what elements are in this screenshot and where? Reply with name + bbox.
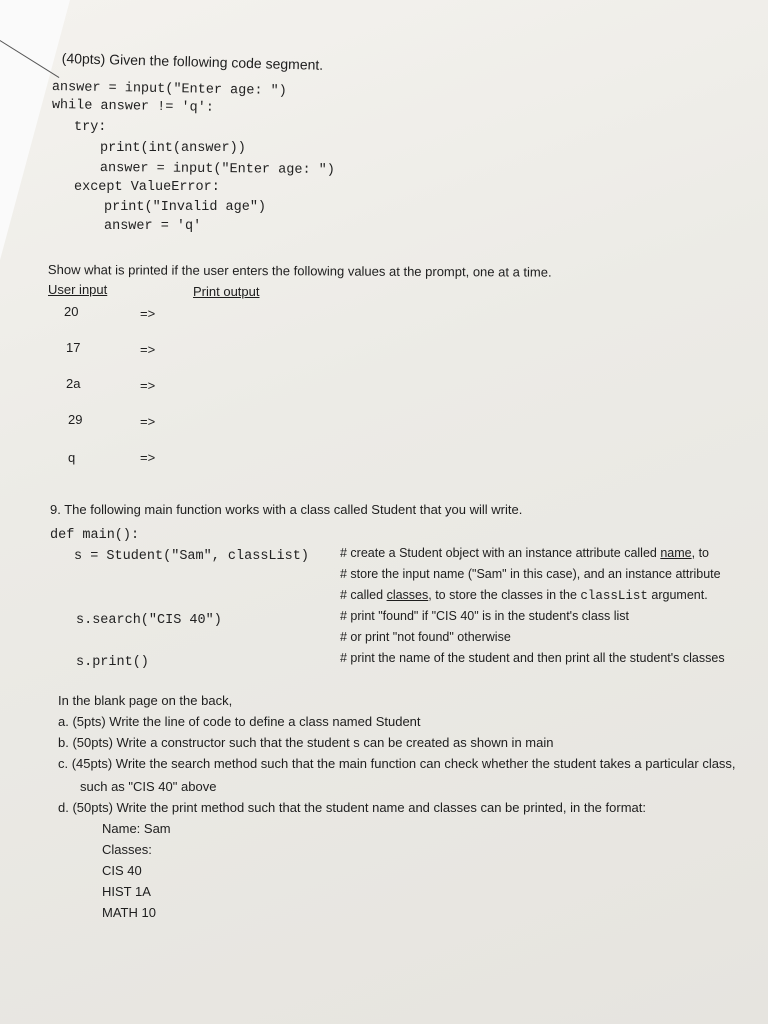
q9-title: 9. The following main function works with a class called Student that you will write. xyxy=(50,502,523,517)
comment-line-5: # or print "not found" otherwise xyxy=(340,630,511,644)
comment-1-name: name xyxy=(660,546,692,560)
input-row-3: 2a xyxy=(66,376,81,391)
input-row-2: 17 xyxy=(66,340,81,355)
q8-code-line-2: while answer != 'q': xyxy=(51,98,215,116)
arrow-row-3: => xyxy=(140,378,156,393)
paper-corner xyxy=(0,0,70,260)
part-c: c. (45pts) Write the search method such that the main function can check whether the student takes a particular class, xyxy=(58,756,736,771)
col-user-input: User input xyxy=(48,282,108,297)
q8-code-line-5: answer = input("Enter age: ") xyxy=(99,161,335,179)
format-line-3: CIS 40 xyxy=(102,863,142,878)
q8-code-line-8: answer = 'q' xyxy=(104,219,202,234)
format-line-2: Classes: xyxy=(102,842,152,857)
comment-1-pre: # create a Student object with an instance attribute called xyxy=(340,546,661,560)
part-a: a. (5pts) Write the line of code to define a class named Student xyxy=(58,714,421,729)
input-row-4: 29 xyxy=(68,412,83,427)
comment-line-3 xyxy=(340,588,708,603)
q9-code-search: s.search("CIS 40") xyxy=(76,613,222,628)
q9-code-create: s = Student("Sam", classList) xyxy=(74,549,309,564)
input-row-5: q xyxy=(68,450,76,465)
part-d: d. (50pts) Write the print method such that the student name and classes can be printed, in the format: xyxy=(58,800,646,815)
q8-code-line-1: answer = input("Enter age: ") xyxy=(51,80,287,100)
comment-3-mid: , to store the classes in the xyxy=(428,588,581,602)
q9-code-def: def main(): xyxy=(50,528,140,543)
arrow-row-1: => xyxy=(140,306,156,321)
comment-3-pre: # called xyxy=(340,588,387,602)
comment-3-code: classList xyxy=(580,589,648,603)
q8-code-line-4: print(int(answer)) xyxy=(100,141,246,156)
comment-line-1 xyxy=(340,546,709,560)
part-b: b. (50pts) Write a constructor such that the student s can be created as shown in main xyxy=(58,735,554,750)
comment-1-post: , to xyxy=(691,546,709,560)
q8-code-line-3: try: xyxy=(74,120,107,135)
blank-page-note: In the blank page on the back, xyxy=(58,693,233,708)
arrow-row-4: => xyxy=(140,414,156,429)
input-row-1: 20 xyxy=(64,304,79,319)
comment-3-post: argument. xyxy=(647,588,708,602)
q8-code-line-7: print("Invalid age") xyxy=(104,200,267,215)
q9-code-print: s.print() xyxy=(76,655,149,670)
q8-title: (40pts) Given the following code segment. xyxy=(61,50,324,73)
part-c-cont: such as "CIS 40" above xyxy=(80,779,217,794)
comment-line-4: # print "found" if "CIS 40" is in the student's class list xyxy=(340,609,630,623)
q8-code-line-6: except ValueError: xyxy=(74,180,220,195)
arrow-row-2: => xyxy=(140,342,156,357)
comment-3-classes: classes xyxy=(386,588,429,602)
comment-line-6: # print the name of the student and then print all the student's classes xyxy=(340,651,725,665)
format-line-4: HIST 1A xyxy=(102,884,151,899)
format-line-5: MATH 10 xyxy=(102,905,156,920)
comment-line-2: # store the input name ("Sam" in this case), and an instance attribute xyxy=(340,567,721,581)
arrow-row-5: => xyxy=(140,450,156,465)
format-line-1: Name: Sam xyxy=(102,821,171,836)
col-print-output: Print output xyxy=(193,284,260,299)
q8-instruction: Show what is printed if the user enters the following values at the prompt, one at a time. xyxy=(47,262,552,280)
